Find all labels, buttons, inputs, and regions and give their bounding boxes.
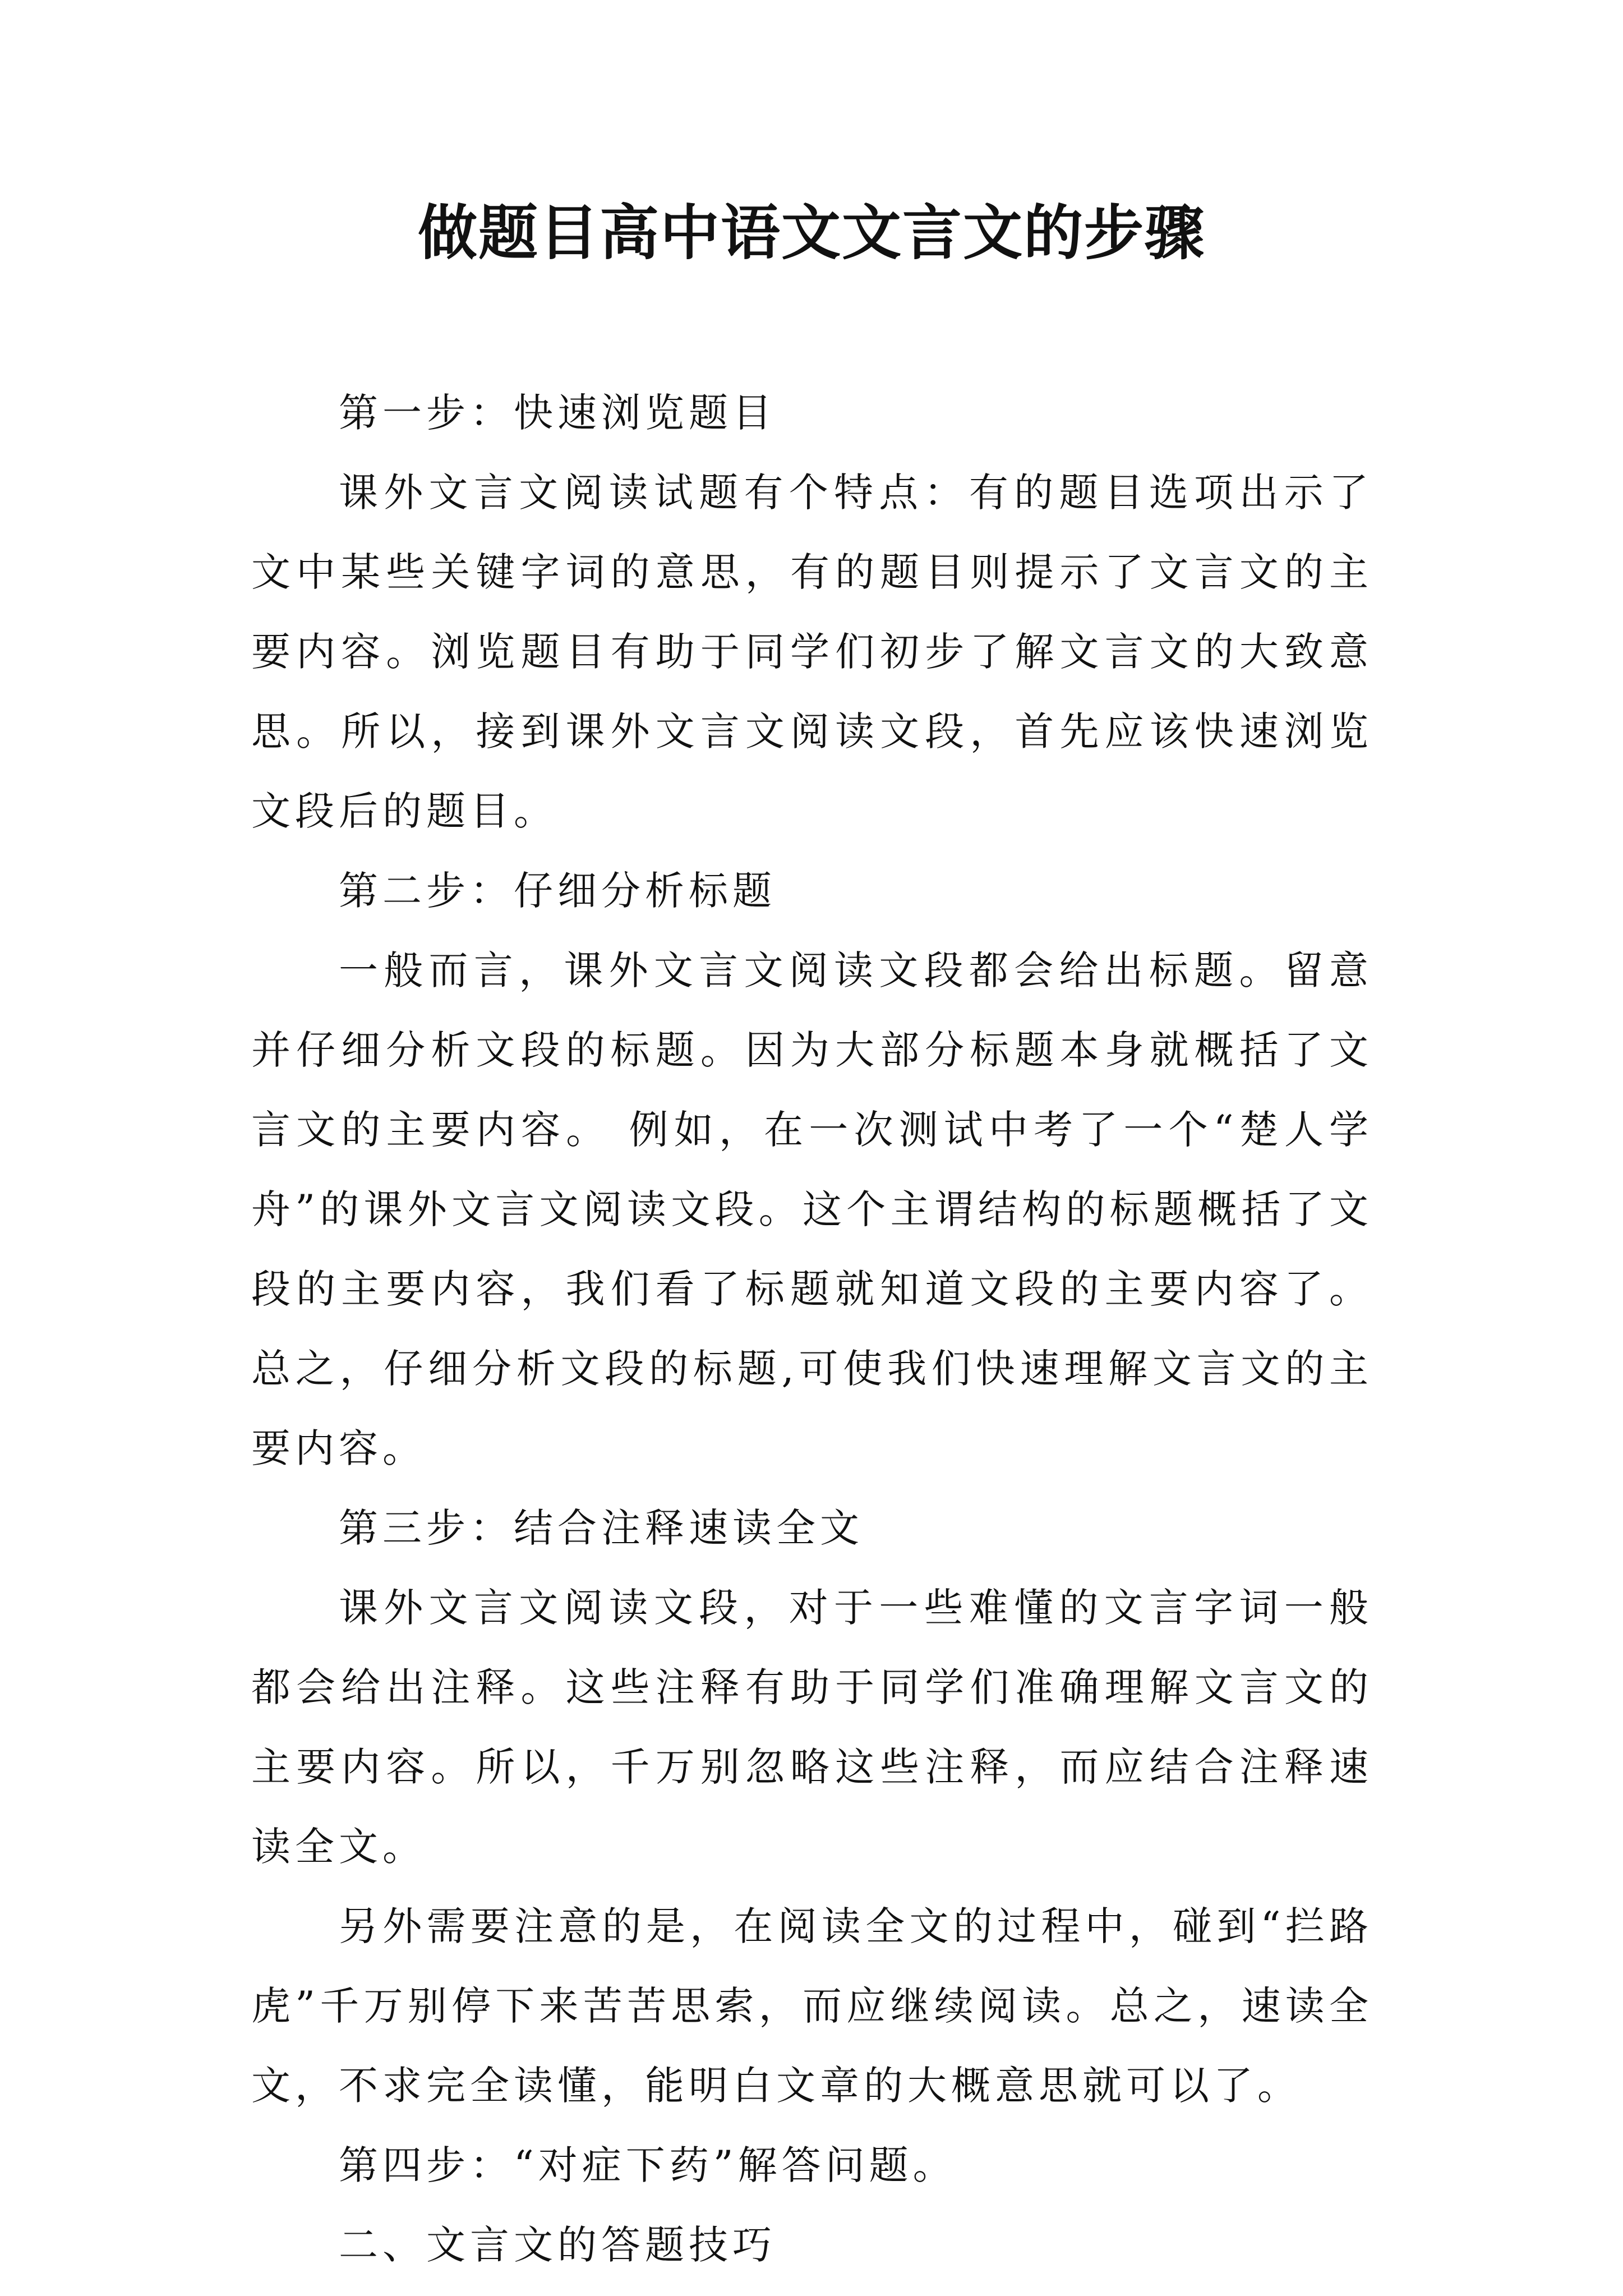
section-2-heading: 二、文言文的答题技巧 xyxy=(339,2222,776,2268)
step-1-heading: 第一步：快速浏览题目 xyxy=(339,390,776,436)
step-2-paragraph: 一般而言，课外文言文阅读文段都会给出标题。留意并仔细分析文段的标题。因为大部分标题本身就概括了文言文的主要内容。 例如，在一次测试中考了一个“楚人学舟”的课外文言文阅读文段。这个主谓结构的标题概括了文段的主要内容，我们看了标题就知道文段的主要内容了。总之，仔细分析文段的标题,可使我们快速理解文言文的主要内容。 xyxy=(251,947,1373,1471)
step-4-heading: 第四步：“对症下药”解答问题。 xyxy=(339,2142,957,2188)
step-2-heading: 第二步：仔细分析标题 xyxy=(339,868,776,914)
step-3-paragraph: 课外文言文阅读文段，对于一些难懂的文言字词一般都会给出注释。这些注释有助于同学们准确理解文言文的主要内容。所以，千万别忽略这些注释，而应结合注释速读全文。 xyxy=(251,1585,1373,1870)
step-3-note-paragraph: 另外需要注意的是，在阅读全文的过程中，碰到“拦路虎”千万别停下来苦苦思索，而应继续阅读。总之，速读全文，不求完全读懂，能明白文章的大概意思就可以了。 xyxy=(251,1903,1373,2109)
step-3-heading: 第三步：结合注释速读全文 xyxy=(339,1505,864,1551)
document-title: 做题目高中语文文言文的步骤 xyxy=(418,197,1205,268)
step-1-paragraph: 课外文言文阅读试题有个特点：有的题目选项出示了文中某些关键字词的意思，有的题目则提示了文言文的主要内容。浏览题目有助于同学们初步了解文言文的大致意思。所以，接到课外文言文阅读文段，首先应该快速浏览文段后的题目。 xyxy=(251,470,1373,834)
document-body xyxy=(251,373,1373,2285)
